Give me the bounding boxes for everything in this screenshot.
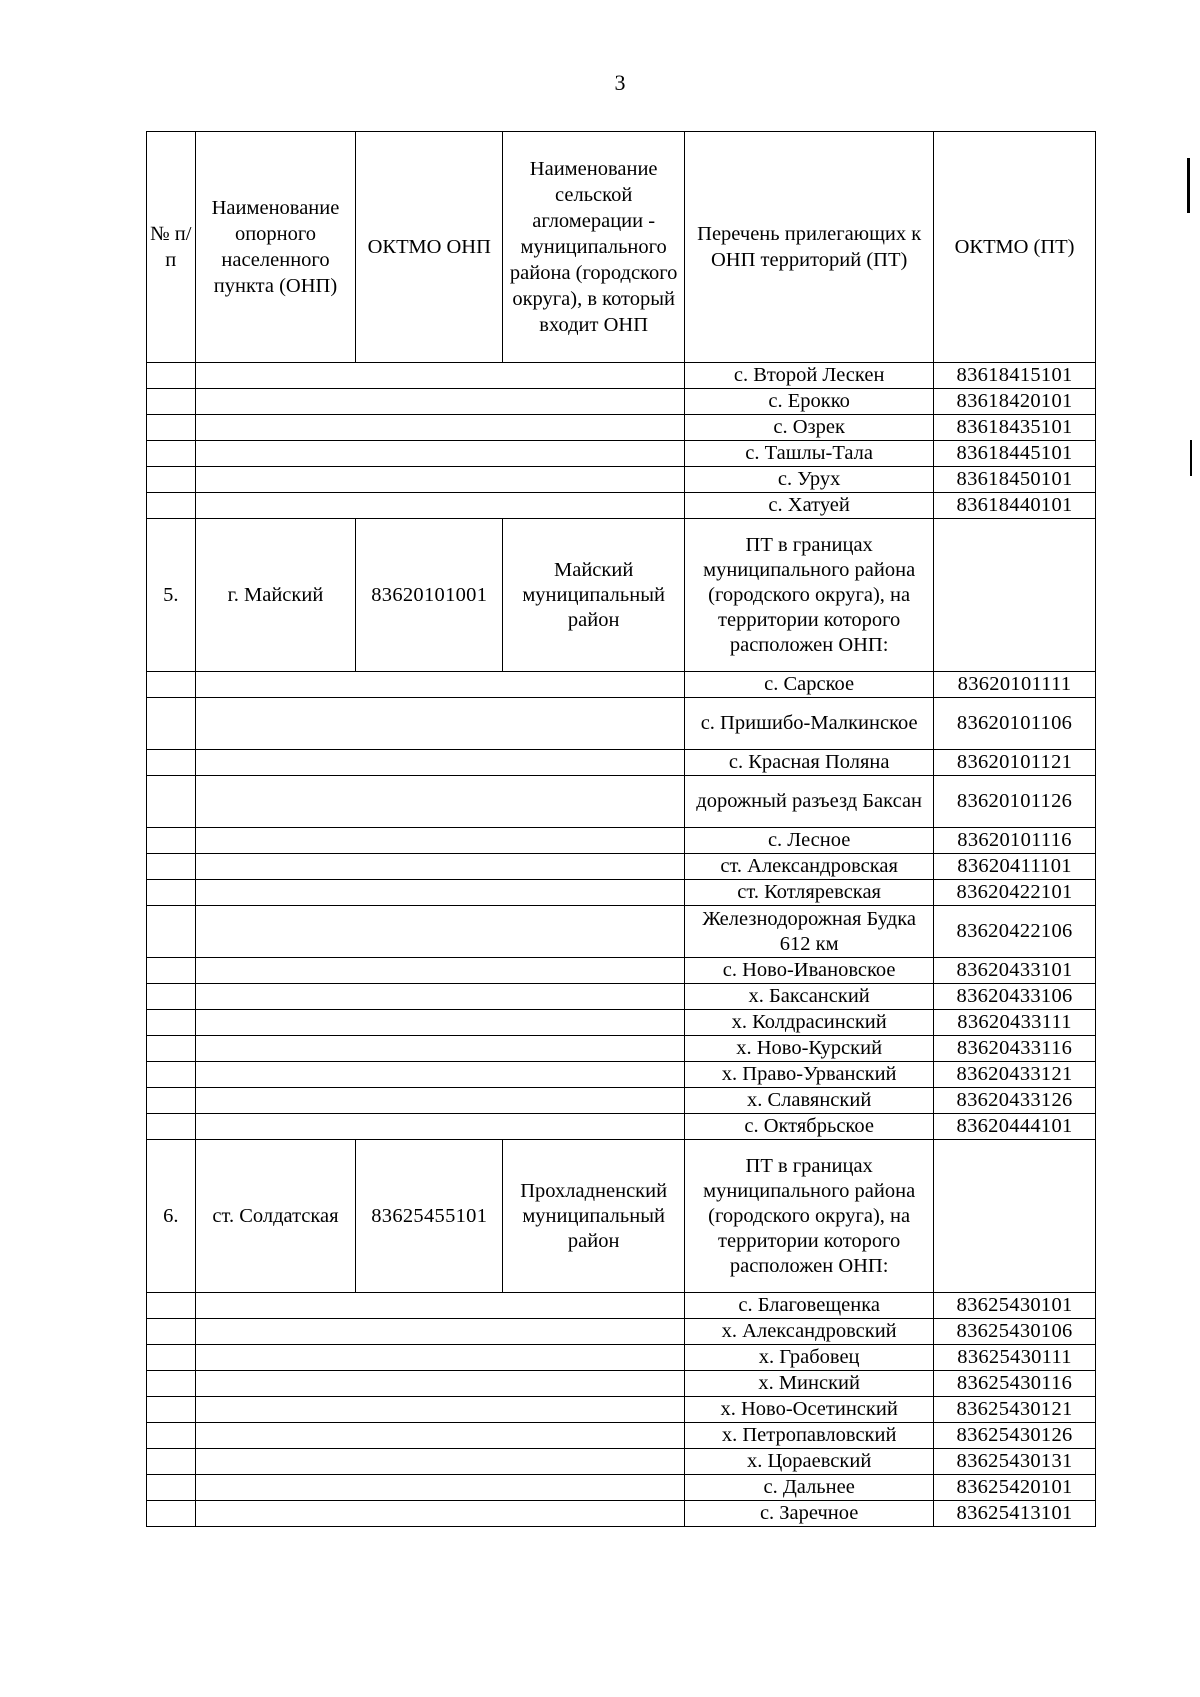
table-row (147, 958, 1096, 984)
table-row (147, 1036, 1096, 1062)
table-row (147, 1397, 1096, 1423)
pt-name: х. Петропавловский (685, 1423, 934, 1449)
pt-oktmo: 83625430131 (934, 1449, 1096, 1475)
table-row (147, 1449, 1096, 1475)
table-row (147, 389, 1096, 415)
pt-oktmo: 83618420101 (934, 389, 1096, 415)
pt-name: с. Красная Поляна (685, 750, 934, 776)
scan-mark-middle (1190, 440, 1192, 476)
pt-oktmo: 83625430116 (934, 1371, 1096, 1397)
pt-intro: ПТ в границах муниципального района (городского округа), на территории которого расположен ОНП: (685, 1140, 934, 1293)
pt-oktmo: 83620101106 (934, 698, 1096, 750)
pt-oktmo: 83620433106 (934, 984, 1096, 1010)
onp-district: Майский муниципальный район (503, 519, 685, 672)
pt-oktmo: 83625430111 (934, 1345, 1096, 1371)
pt-name: х. Право-Урванский (685, 1062, 934, 1088)
pt-oktmo: 83625413101 (934, 1501, 1096, 1527)
pt-name: х. Колдрасинский (685, 1010, 934, 1036)
table-header-row (147, 132, 1096, 363)
onp-oktmo: 83620101001 (356, 519, 503, 672)
table-row (147, 1371, 1096, 1397)
pt-oktmo: 83620422106 (934, 906, 1096, 958)
pt-oktmo: 83618450101 (934, 467, 1096, 493)
pt-oktmo: 83620101116 (934, 828, 1096, 854)
pt-name: с. Сарское (685, 672, 934, 698)
table-row (147, 1088, 1096, 1114)
pt-name: с. Лесное (685, 828, 934, 854)
pt-name: дорожный разъезд Баксан (685, 776, 934, 828)
header-pt-list: Перечень прилегающих к ОНП территорий (ПТ) (685, 132, 934, 363)
pt-name: с. Ерокко (685, 389, 934, 415)
pt-oktmo: 83620411101 (934, 854, 1096, 880)
table-row (147, 1345, 1096, 1371)
onp-row-6 (147, 1140, 1096, 1293)
pt-name: с. Дальнее (685, 1475, 934, 1501)
pt-oktmo: 83620101121 (934, 750, 1096, 776)
table-row (147, 672, 1096, 698)
header-num: № п/п (147, 132, 196, 363)
pt-name: х. Цораевский (685, 1449, 934, 1475)
table-row (147, 828, 1096, 854)
pt-name: х. Александровский (685, 1319, 934, 1345)
pt-name: с. Заречное (685, 1501, 934, 1527)
pt-oktmo: 83625420101 (934, 1475, 1096, 1501)
pt-name: с. Ново-Ивановское (685, 958, 934, 984)
onp-name: г. Майский (195, 519, 356, 672)
pt-oktmo: 83618415101 (934, 363, 1096, 389)
table-row (147, 1475, 1096, 1501)
pt-name: с. Ташлы-Тала (685, 441, 934, 467)
pt-name: с. Хатуей (685, 493, 934, 519)
table-row (147, 906, 1096, 958)
table-row (147, 1062, 1096, 1088)
pt-name: с. Озрек (685, 415, 934, 441)
pt-oktmo: 83620433126 (934, 1088, 1096, 1114)
page-number: 3 (614, 70, 626, 95)
pt-oktmo: 83620101111 (934, 672, 1096, 698)
onp-name: ст. Солдатская (195, 1140, 356, 1293)
pt-oktmo: 83620422101 (934, 880, 1096, 906)
pt-oktmo: 83620101126 (934, 776, 1096, 828)
pt-oktmo: 83620433116 (934, 1036, 1096, 1062)
header-onp-name: Наименование опорного населенного пункта (ОНП) (195, 132, 356, 363)
pt-name: с. Благовещенка (685, 1293, 934, 1319)
pt-oktmo: 83620444101 (934, 1114, 1096, 1140)
onp-num: 6. (147, 1140, 196, 1293)
pt-oktmo: 83620433101 (934, 958, 1096, 984)
table-row (147, 467, 1096, 493)
scan-mark-top (1187, 158, 1190, 213)
pt-name: ст. Котляревская (685, 880, 934, 906)
pt-name: с. Октябрьское (685, 1114, 934, 1140)
header-oktmo-pt: ОКТМО (ПТ) (934, 132, 1096, 363)
pt-name: х. Баксанский (685, 984, 934, 1010)
table-row (147, 984, 1096, 1010)
pt-name: х. Ново-Осетинский (685, 1397, 934, 1423)
table-row (147, 776, 1096, 828)
onp-oktmo: 83625455101 (356, 1140, 503, 1293)
pt-name: х. Грабовец (685, 1345, 934, 1371)
pt-name: х. Минский (685, 1371, 934, 1397)
pt-name: ст. Александровская (685, 854, 934, 880)
pt-oktmo: 83625430106 (934, 1319, 1096, 1345)
table-row (147, 1010, 1096, 1036)
table-row (147, 1293, 1096, 1319)
table-row (147, 493, 1096, 519)
table-row (147, 441, 1096, 467)
table-row (147, 750, 1096, 776)
pt-oktmo: 83625430126 (934, 1423, 1096, 1449)
onp-district: Прохладненский муниципальный район (503, 1140, 685, 1293)
pt-oktmo: 83625430101 (934, 1293, 1096, 1319)
pt-name: с. Пришибо-Малкинское (685, 698, 934, 750)
table-row (147, 1114, 1096, 1140)
pt-oktmo: 83618440101 (934, 493, 1096, 519)
onp-row-5 (147, 519, 1096, 672)
table-row (147, 698, 1096, 750)
header-oktmo-onp: ОКТМО ОНП (356, 132, 503, 363)
pt-intro: ПТ в границах муниципального района (городского округа), на территории которого расположен ОНП: (685, 519, 934, 672)
pt-oktmo: 83620433121 (934, 1062, 1096, 1088)
table-row (147, 1319, 1096, 1345)
table-row (147, 415, 1096, 441)
onp-num: 5. (147, 519, 196, 672)
header-agglomeration: Наименование сельской агломерации - муниципального района (городского округа), в который входит ОНП (503, 132, 685, 363)
table-row (147, 880, 1096, 906)
table-row (147, 1501, 1096, 1527)
pt-oktmo: 83618435101 (934, 415, 1096, 441)
table-row (147, 1423, 1096, 1449)
pt-oktmo: 83625430121 (934, 1397, 1096, 1423)
pt-name: х. Славянский (685, 1088, 934, 1114)
pt-name: х. Ново-Курский (685, 1036, 934, 1062)
pt-oktmo: 83618445101 (934, 441, 1096, 467)
pt-oktmo: 83620433111 (934, 1010, 1096, 1036)
pt-name: с. Урух (685, 467, 934, 493)
pt-name: с. Второй Лескен (685, 363, 934, 389)
table-row (147, 854, 1096, 880)
settlements-table (146, 131, 1096, 1527)
table-row (147, 363, 1096, 389)
pt-name: Железнодорожная Будка 612 км (685, 906, 934, 958)
